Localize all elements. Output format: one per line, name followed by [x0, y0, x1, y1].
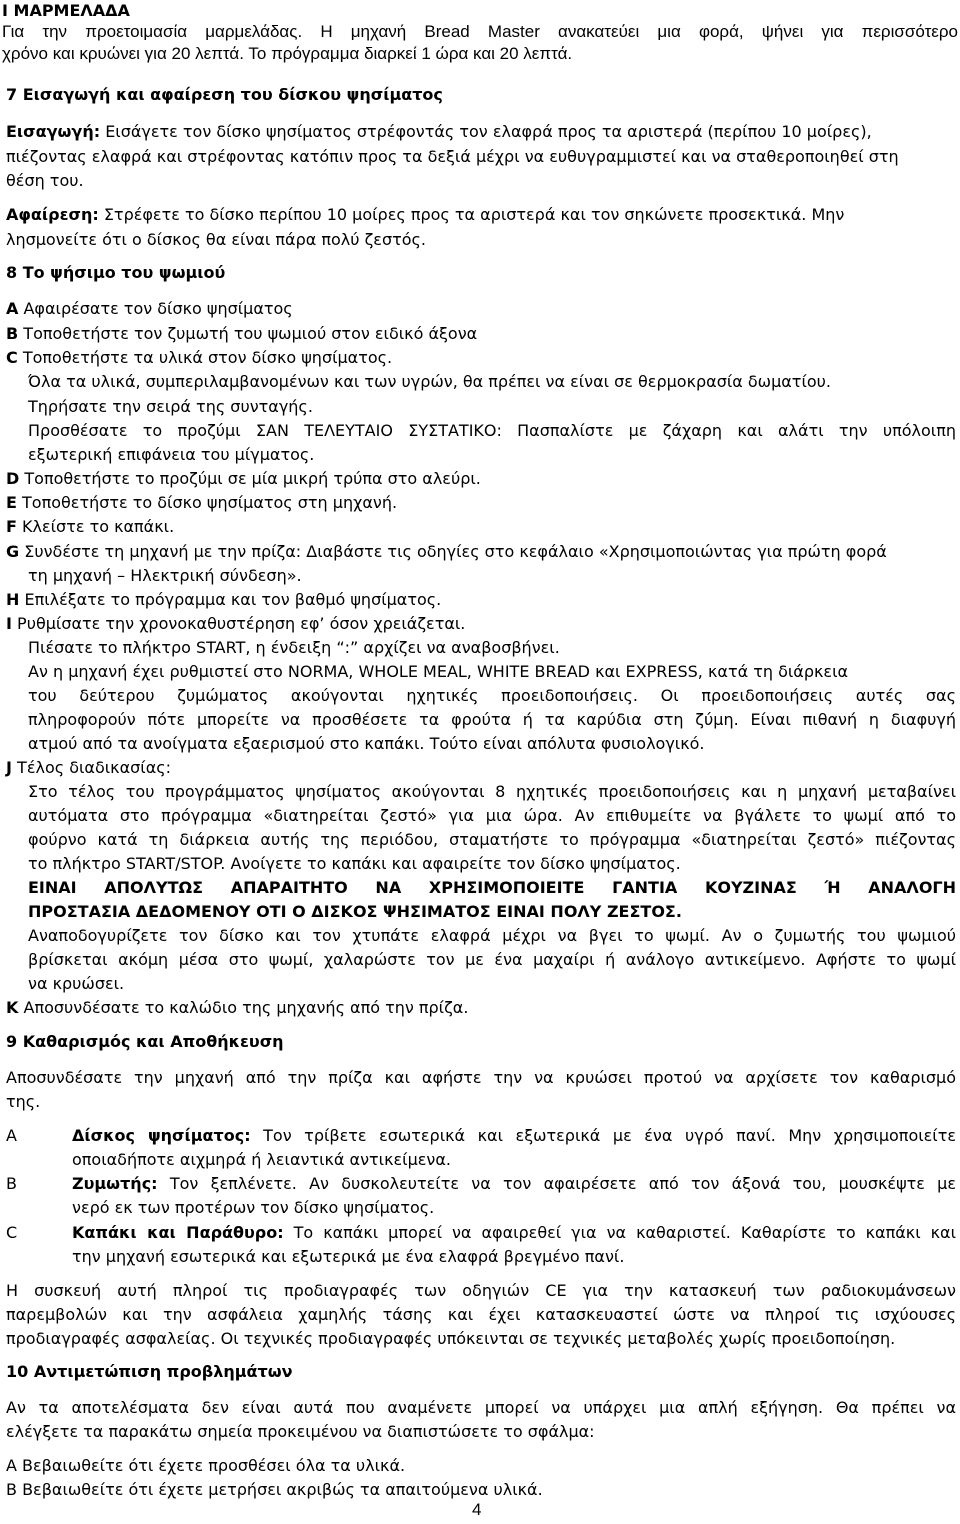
troubleshoot-b: B Βεβαιωθείτε ότι έχετε μετρήσει ακριβώς τα απαιτούμενα υλικά. [6, 1480, 543, 1499]
step-i-line-3: Αν η μηχανή έχει ρυθμιστεί στο NORMA, WHOLE MEAL, WHITE BREAD και EXPRESS, κατά τη διάρκεια [28, 662, 849, 681]
cleaning-c-line-2: την μηχανή εσωτερικά και εξωτερικά με ένα ελαφρά βρεγμένο πανί. [72, 1247, 625, 1266]
cleaning-a-key: A [6, 1126, 17, 1145]
ce-line-3: προδιαγραφές ασφαλείας. Οι τεχνικές προδιαγραφές υπόκεινται σε τεχνικές μεταβολές χωρίς προειδοποίηση. [6, 1329, 896, 1348]
section-10-heading: 10 Αντιμετώπιση προβλημάτων [6, 1362, 293, 1381]
cleaning-c-key: C [6, 1223, 18, 1242]
step-i-line-4: του δεύτερου ζυμώματος ακούγονται ηχητικές προειδοποιήσεις. Οι προειδοποιήσεις αυτές σας [28, 686, 956, 705]
section-8-heading: 8 Το ψήσιμο του ψωμιού [6, 263, 226, 282]
step-j: J Τέλος διαδικασίας: [6, 758, 172, 777]
step-j-line-5: το πλήκτρο START/STOP. Ανοίγετε το καπάκι και αφαιρείτε τον δίσκο ψησίματος. [28, 854, 681, 873]
ce-line-1: Η συσκευή αυτή πληροί τις προδιαγραφές των οδηγιών CE για την κατασκευή των ραδιοκυμάνσεων [6, 1281, 956, 1300]
cleaning-b-line-2: νερό εκ των προτέρων τον δίσκο ψησίματος. [72, 1198, 435, 1217]
step-k: K Αποσυνδέσατε το καλώδιο της μηχανής από την πρίζα. [6, 998, 469, 1017]
remove-line-1: Αφαίρεση: Στρέφετε το δίσκο περίπου 10 μοίρες προς τα αριστερά και τον σηκώνετε προσεκτικά. Μην [6, 205, 845, 224]
step-c: C Τοποθετήστε τα υλικά στον δίσκο ψησίματος. [6, 348, 393, 367]
warning-line-1: ΕΙΝΑΙ ΑΠΟΛΥΤΩΣ ΑΠΑΡΑΙΤΗΤΟ ΝΑ ΧΡΗΣΙΜΟΠΟΙΕΙΤΕ ΓΑΝΤΙΑ ΚΟΥΖΙΝΑΣ Ή ΑΝΑΛΟΓΗ [28, 878, 956, 897]
cleaning-b-line-1: Ζυμωτής: Τον ξεπλένετε. Αν δυσκολευτείτε να τον αφαιρέσετε από τον άξονά του, μουσκέψτε με [72, 1174, 956, 1193]
marmalade-heading: I ΜΑΡΜΕΛΑΔΑ [2, 1, 130, 20]
step-d: D Τοποθετήστε το προζύμι σε μία μικρή τρύπα στο αλεύρι. [6, 469, 481, 488]
warning-line-2: ΠΡΟΣΤΑΣΙΑ ΔΕΔΟΜΕΝΟΥ ΟΤΙ Ο ΔΙΣΚΟΣ ΨΗΣΙΜΑΤΟΣ ΕΙΝΑΙ ΠΟΛΥ ΖΕΣΤΟΣ. [28, 902, 682, 921]
remove-line-2: λησμονείτε ότι ο δίσκος θα είναι πάρα πολύ ζεστός. [6, 230, 426, 249]
step-j-line-6: Αναποδογυρίζετε τον δίσκο και τον χτυπάτε ελαφρά μέχρι να βγει το ψωμί. Αν ο ζυμωτής του ψωμιού [28, 926, 956, 945]
page-number: 4 [472, 1500, 482, 1519]
step-i: I Ρυθμίσατε την χρονοκαθυστέρηση εφ’ όσον χρειάζεται. [6, 614, 466, 633]
step-e: E Τοποθετήστε το δίσκο ψησίματος στη μηχανή. [6, 493, 398, 512]
step-j-line-4: φούρνο κατά τη διάρκεια αυτής της περιόδου, σταματήστε το πρόγραμμα «διατηρείται ζεστό» πιέζοντας [28, 830, 956, 849]
ce-line-2: παρεμβολών και την ασφάλεια χαμηλής τάσης και έχει κατασκευαστεί ώστε να πληροί τις ισχύουσες [6, 1305, 956, 1324]
insert-line-1: Εισαγωγή: Εισάγετε τον δίσκο ψησίματος στρέφοντάς τον ελαφρά προς τα αριστερά (περίπου 10 μοίρες), [6, 122, 872, 141]
insert-line-2: πιέζοντας ελαφρά και στρέφοντας κατόπιν προς τα δεξιά μέχρι να ευθυγραμμιστεί και να σταθεροποιηθεί στη [6, 147, 899, 166]
step-c-note-3a: Προσθέσατε το προζύμι ΣΑΝ ΤΕΛΕΥΤΑΙΟ ΣΥΣΤΑΤΙΚΟ: Πασπαλίστε με ζάχαρη και αλάτι την υπόλοιπη [28, 421, 956, 440]
step-h: H Επιλέξατε το πρόγραμμα και τον βαθμό ψησίματος. [6, 590, 442, 609]
troubleshoot-a: A Βεβαιωθείτε ότι έχετε προσθέσει όλα τα υλικά. [6, 1456, 406, 1475]
section-7-heading: 7 Εισαγωγή και αφαίρεση του δίσκου ψησίματος [6, 85, 443, 104]
step-c-note-3b: εξωτερική επιφάνεια του μίγματος. [28, 445, 315, 464]
step-i-line-5: πληροφορούν πότε μπορείτε να προσθέσετε τα φρούτα ή τα καρύδια στη ζύμη. Είναι πιθανή η διαφυγή [28, 710, 956, 729]
cleaning-a-line-1: Δίσκος ψησίματος: Τον τρίβετε εσωτερικά και εξωτερικά με ένα υγρό πανί. Μην χρησιμοποιείτε [72, 1126, 956, 1145]
cleaning-a-line-2: οποιαδήποτε αιχμηρά ή λειαντικά αντικείμενα. [72, 1150, 451, 1169]
step-b: B Τοποθετήστε τον ζυμωτή του ψωμιού στον ειδικό άξονα [6, 324, 478, 343]
step-j-line-7: βρίσκεται ακόμη μέσα στο ψωμί, χαλαρώστε τον με ένα μαχαίρι ή ανάλογο αντικείμενο. Αφήστε το ψωμί [28, 950, 956, 969]
remove-label: Αφαίρεση: [6, 205, 99, 224]
insert-label: Εισαγωγή: [6, 122, 101, 141]
step-j-line-2: Στο τέλος του προγράμματος ψησίματος ακούγονται 8 ηχητικές προειδοποιήσεις και η μηχανή μεταβαίνει [28, 782, 956, 801]
cleaning-intro-2: της. [6, 1092, 41, 1111]
cleaning-intro-1: Αποσυνδέσατε την μηχανή από την πρίζα και αφήστε την να κρυώσει προτού να αρχίσετε τον καθαρισμό [6, 1068, 956, 1087]
step-f: F Κλείστε το καπάκι. [6, 517, 175, 536]
cleaning-c-line-1: Καπάκι και Παράθυρο: Το καπάκι μπορεί να αφαιρεθεί για να καθαριστεί. Καθαρίστε το καπάκι και [72, 1223, 956, 1242]
insert-line-3: θέση του. [6, 171, 84, 190]
step-a: A Αφαιρέσατε τον δίσκο ψησίματος [6, 299, 293, 318]
section-9-heading: 9 Καθαρισμός και Αποθήκευση [6, 1032, 284, 1051]
marmalade-line-2: χρόνο και κρυώνει για 20 λεπτά. Το πρόγραμμα διαρκεί 1 ώρα και 20 λεπτά. [2, 44, 573, 63]
step-g: G Συνδέστε τη μηχανή με την πρίζα: Διαβάστε τις οδηγίες στο κεφάλαιο «Χρησιμοποιώντας για πρώτη φορά [6, 542, 887, 561]
step-j-line-8: να κρυώσει. [28, 974, 125, 993]
step-i-line-6: ατμού από τα ανοίγματα εξαερισμού στο καπάκι. Τούτο είναι απόλυτα φυσιολογικό. [28, 734, 705, 753]
marmalade-line-1: Για την προετοιμασία μαρμελάδας. Η μηχανή Bread Master ανακατεύει μια φορά, ψήνει για περισσότερο [2, 22, 958, 41]
step-j-line-3: αυτόματα στο πρόγραμμα «διατηρείται ζεστό» για μια ώρα. Αν επιθυμείτε να βγάλετε το ψωμί από το [28, 806, 956, 825]
step-c-note-1: Όλα τα υλικά, συμπεριλαμβανομένων και των υγρών, θα πρέπει να είναι σε θερμοκρασία δωματίου. [28, 372, 831, 391]
cleaning-b-key: B [6, 1174, 17, 1193]
troubleshoot-line-1: Αν τα αποτελέσματα δεν είναι αυτά που αναμένετε μπορεί να υπάρχει μια απλή εξήγηση. Θα πρέπει να [6, 1398, 956, 1417]
step-i-line-2: Πιέσατε το πλήκτρο START, η ένδειξη “:” αρχίζει να αναβοσβήνει. [28, 638, 560, 657]
step-c-note-2: Τηρήσατε την σειρά της συνταγής. [28, 397, 313, 416]
troubleshoot-line-2: ελέγξετε τα παρακάτω σημεία προκειμένου να διαπιστώσετε το σφάλμα: [6, 1422, 595, 1441]
step-g-line-2: τη μηχανή – Ηλεκτρική σύνδεση». [28, 566, 302, 585]
